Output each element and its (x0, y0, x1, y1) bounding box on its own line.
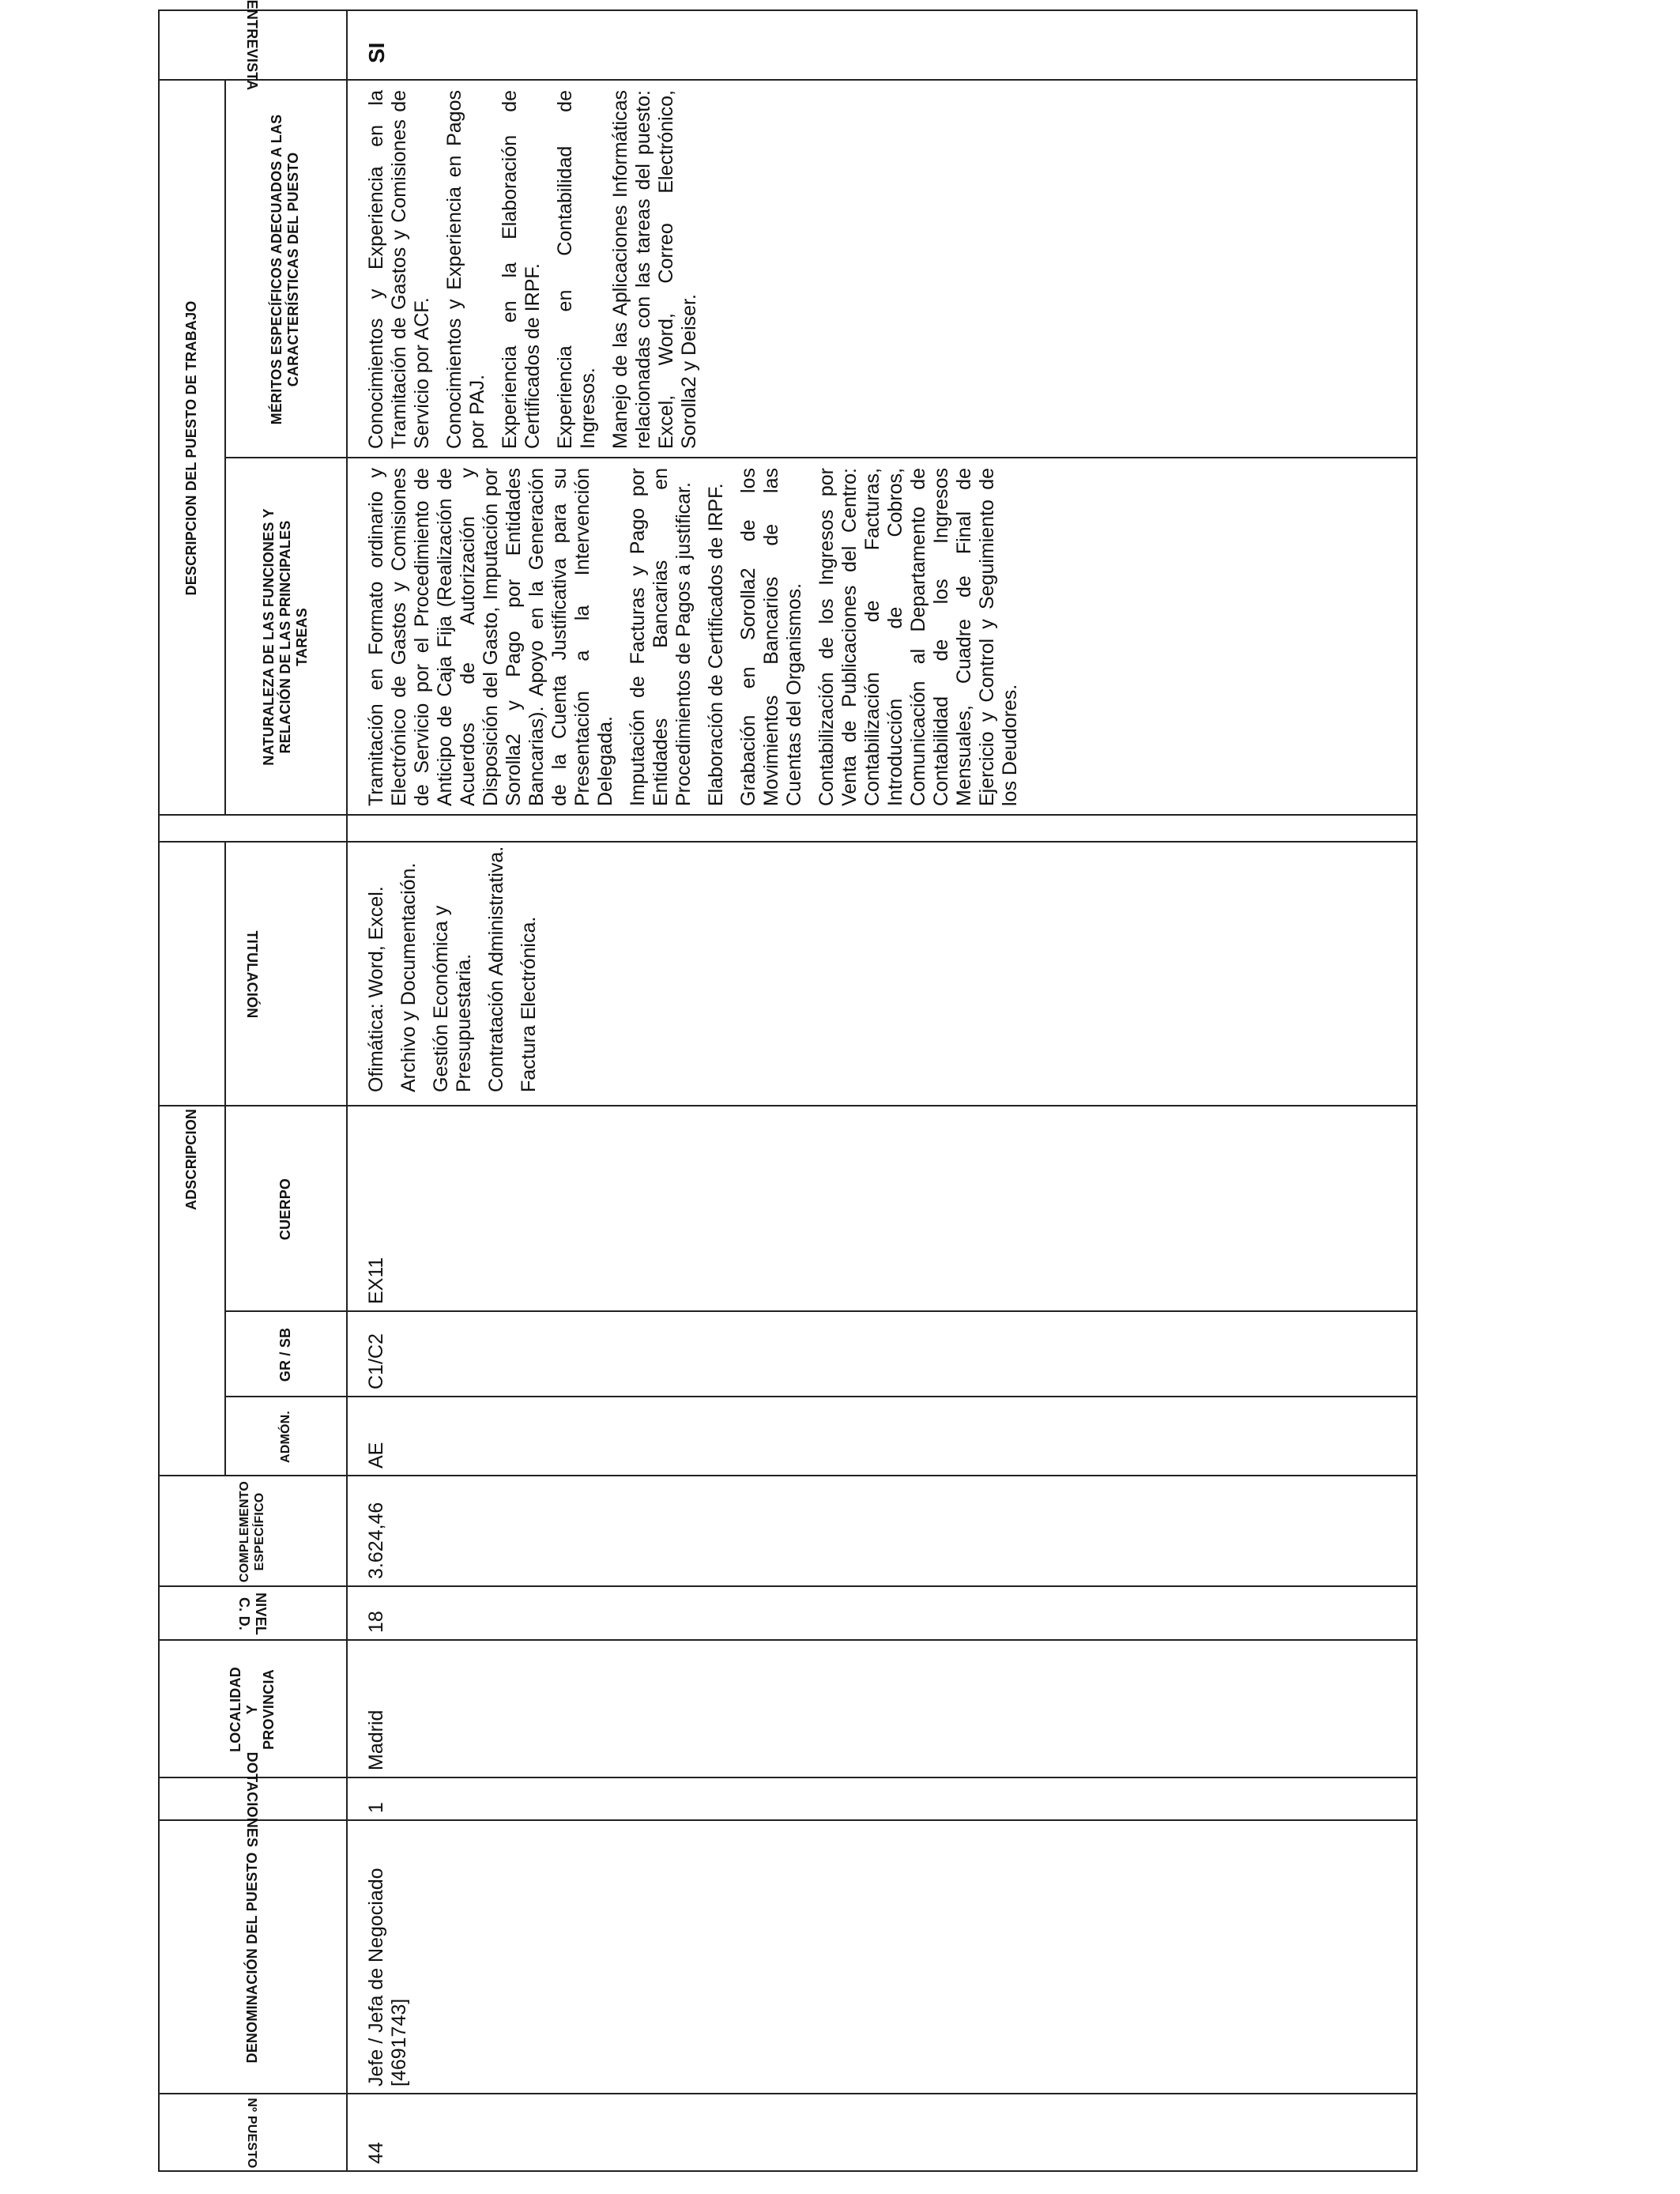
funcion-item: Contabilización de los Ingresos por Venta de Publicaciones del Centro: Contabilización de Facturas, Introducción de Cobros, Comunicación al Departamento de Contabilidad de los Ingresos Mensuales, Cuadre de Final de Ejercicio y Control y Seguimiento de los Deudores. (816, 468, 1021, 806)
header-entrevista: ENTREVISTA (244, 0, 261, 91)
col-sep-3 (158, 1777, 1418, 1778)
col-sep-4 (158, 1639, 1418, 1641)
funcion-item: Tramitación en Formato ordinario y Electrónico de Gastos y Comisiones de Servicio por el Procedimiento de Anticipo de Caja Fija (Realización de Acuerdos de Autorización y Disposición del Gasto, Imputación por Sorolla2 y Pago por Entidades Bancarias). Apoyo en la Generación de la Cuenta Justificativa para su Presentación a la Intervención Delegada. (365, 468, 616, 806)
header-naturaleza: NATURALEZA DE LAS FUNCIONES Y RELACIÓN DE LAS PRINCIPALES TAREAS (260, 508, 310, 766)
funcion-item: Elaboración de Certificados de IRPF. (705, 483, 727, 806)
col-sep-6 (158, 1475, 1418, 1476)
merito-item: Conocimientos y Experiencia en la Tramitación de Gastos y Comisiones de Servicio por ACF. (365, 90, 433, 449)
cell-complemento: 3.624,46 (365, 1502, 387, 1579)
curso-item: Gestión Económica y Presupuestaria. (430, 905, 475, 1092)
cell-entrevista: SI (364, 42, 389, 63)
curso-item: Archivo y Documentación. (397, 862, 420, 1092)
cell-dotaciones: 1 (365, 1802, 387, 1813)
col-sep-2 (158, 1819, 1418, 1821)
cell-cursos (365, 816, 550, 1106)
header-separator (346, 9, 348, 2172)
cell-meritos (365, 81, 710, 458)
header-descripcion: DESCRIPCION DEL PUESTO DE TRABAJO (183, 300, 199, 596)
header-complemento: COMPLEMENTO ESPECÍFICO (238, 1480, 266, 1583)
merito-item: Conocimientos y Experiencia en Pagos por PAJ. (443, 90, 488, 449)
cell-num-puesto: 44 (365, 2142, 387, 2164)
col-sep-9 (158, 1105, 1418, 1106)
curso-item: Contratación Administrativa. (485, 846, 507, 1092)
header-denominacion: DENOMINACIÓN DEL PUESTO (243, 1852, 260, 2064)
header-titulacion: TITULACIÓN (244, 930, 261, 1019)
merito-item: Experiencia en Contabilidad de Ingresos. (554, 90, 599, 449)
header-cuerpo: CUERPO (277, 1178, 293, 1241)
header-admon: ADMÓN. (278, 1410, 292, 1464)
col-sep-5 (158, 1585, 1418, 1587)
col-sep-7 (224, 1396, 1418, 1397)
col-sep-1 (158, 2093, 1418, 2094)
cell-gr-sb: C1/C2 (365, 1333, 387, 1389)
curso-item: Ofimática: Word, Excel. (365, 886, 387, 1092)
header-adscripcion: ADSCRIPCION (183, 1108, 199, 1211)
header-cursos (158, 816, 346, 843)
cell-cuerpo: EX11 (365, 1257, 387, 1304)
funcion-item: Grabación en Sorolla2 de los Movimientos Bancarios de las Cuentas del Organismos. (737, 468, 805, 806)
header-num-puesto: Nº PUESTO (245, 2098, 259, 2169)
header-meritos: MÉRITOS ESPECÍFICOS ADECUADOS A LAS CARACTERÍSTICAS DEL PUESTO (269, 114, 301, 425)
header-nivel: NIVEL C. D. (236, 1592, 269, 1635)
col-sep-titulacion (158, 841, 1418, 843)
cell-nivel: 18 (365, 1611, 387, 1633)
header-gr-sb: GR / SB (277, 1327, 293, 1382)
col-sep-12 (158, 79, 1418, 81)
header-localidad: LOCALIDAD Y PROVINCIA (227, 1667, 277, 1752)
cell-admon: AE (365, 1442, 387, 1468)
header-dotaciones: DOTACIONES (244, 1751, 261, 1848)
cell-denominacion: Jefe / Jefa de Negociado [4691743] (365, 1868, 410, 2087)
merito-item: Manejo de las Aplicaciones Informáticas relacionadas con las tareas del puesto: Excel, Word, Correo Electrónico, Sorolla2 y Deiser. (609, 90, 700, 449)
curso-item: Factura Electrónica. (518, 916, 540, 1092)
cell-localidad: Madrid (365, 1710, 387, 1770)
cell-funciones (365, 458, 1031, 816)
merito-item: Experiencia en la Elaboración de Certificados de IRPF. (499, 90, 544, 449)
funcion-item: Imputación de Facturas y Pago por Entidades Bancarias en Procedimientos de Pagos a justificar. (627, 468, 695, 806)
col-sep-8 (224, 1310, 1418, 1312)
